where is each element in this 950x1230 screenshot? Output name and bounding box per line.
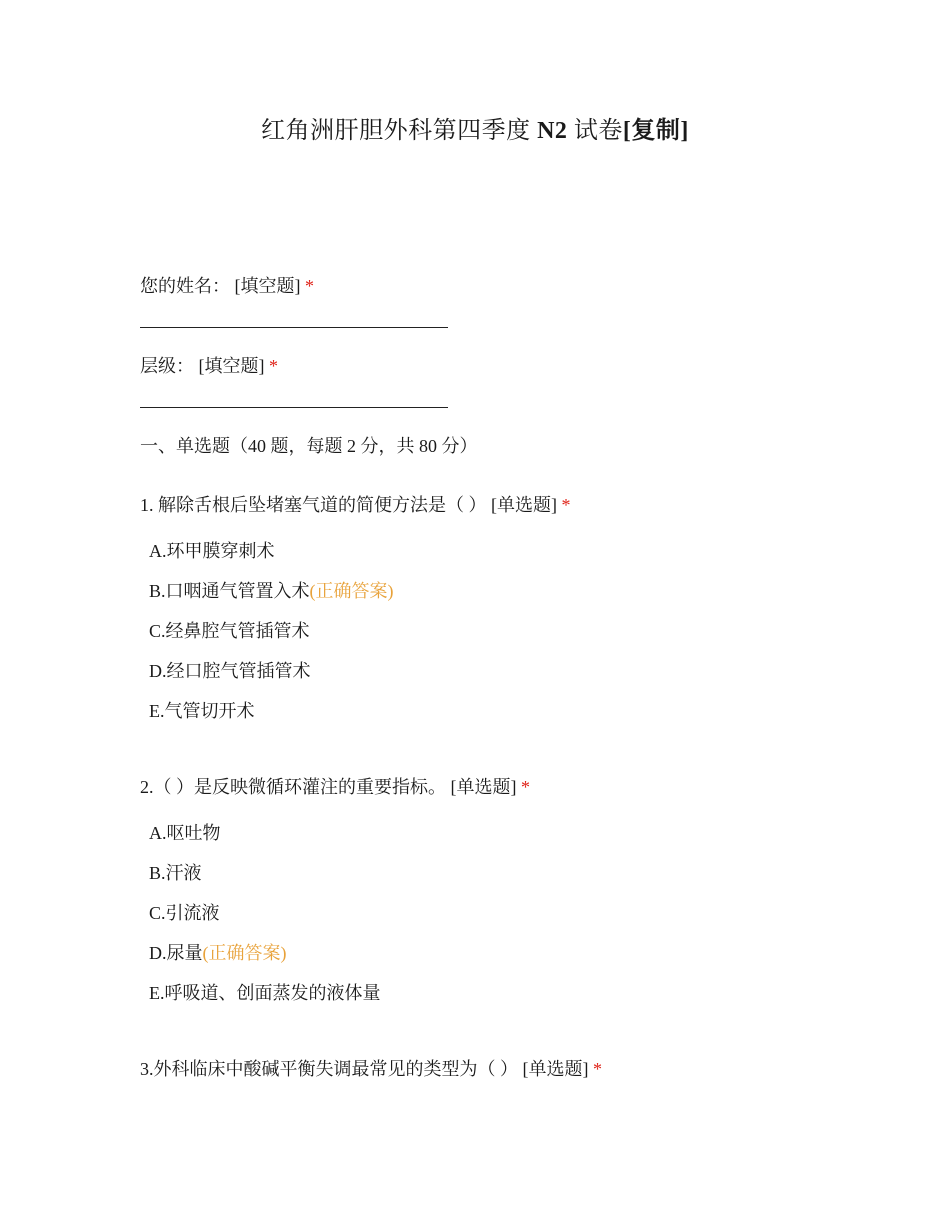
question-2-option-b[interactable] xyxy=(149,861,202,885)
required-mark: * xyxy=(305,276,314,296)
required-mark: * xyxy=(593,1059,602,1079)
question-1-type: [单选题] xyxy=(491,495,557,515)
field-level-text: 层级： xyxy=(140,356,194,376)
option-text: C.引流液 xyxy=(149,903,220,923)
option-text: C.经鼻腔气管插管术 xyxy=(149,621,310,641)
field-level-label xyxy=(140,354,278,378)
question-2-text: 2.（ ）是反映微循环灌注的重要指标。 xyxy=(140,777,446,797)
option-text: E.呼吸道、创面蒸发的液体量 xyxy=(149,983,381,1003)
field-name-label xyxy=(140,274,314,298)
question-2-option-c[interactable] xyxy=(149,901,220,925)
field-name-text: 您的姓名： xyxy=(140,276,230,296)
question-2-option-d[interactable] xyxy=(149,941,287,965)
page-title xyxy=(0,110,950,145)
title-copy-tag: [复制] xyxy=(622,118,689,144)
question-2-type: [单选题] xyxy=(450,777,517,797)
question-1-option-b[interactable] xyxy=(149,579,394,603)
option-text: E.气管切开术 xyxy=(149,701,255,721)
question-2-option-e[interactable] xyxy=(149,981,381,1005)
question-2-title xyxy=(140,775,530,799)
option-text: A.呕吐物 xyxy=(149,823,221,843)
title-level: N2 xyxy=(537,118,568,144)
required-mark: * xyxy=(521,777,530,797)
option-text: D.经口腔气管插管术 xyxy=(149,661,311,681)
question-3-type: [单选题] xyxy=(522,1059,589,1079)
title-mid: 试卷 xyxy=(567,118,623,144)
option-text: D.尿量 xyxy=(149,943,203,963)
question-1-option-a[interactable] xyxy=(149,539,275,563)
question-3-title xyxy=(140,1057,602,1081)
option-text: B.口咽通气管置入术 xyxy=(149,581,310,601)
title-prefix: 红角洲肝胆外科第四季度 xyxy=(261,118,538,144)
question-1-title xyxy=(140,493,571,517)
field-level-type: [填空题] xyxy=(198,356,265,376)
correct-answer-note: (正确答案) xyxy=(202,943,287,963)
question-1-option-e[interactable] xyxy=(149,699,255,723)
question-2-option-a[interactable] xyxy=(149,821,221,845)
correct-answer-note: (正确答案) xyxy=(309,581,394,601)
option-text: B.汗液 xyxy=(149,863,202,883)
question-3-text: 3.外科临床中酸碱平衡失调最常见的类型为（ ） xyxy=(140,1059,518,1079)
required-mark: * xyxy=(269,356,278,376)
required-mark: * xyxy=(561,495,571,515)
section-heading: 一、单选题（40 题，每题 2 分，共 80 分） xyxy=(140,436,478,456)
level-input-line[interactable] xyxy=(140,407,448,408)
field-name-type: [填空题] xyxy=(234,276,301,296)
name-input-line[interactable] xyxy=(140,327,448,328)
question-1-text: 1. 解除舌根后坠堵塞气道的简便方法是（ ） xyxy=(140,495,487,515)
option-text: A.环甲膜穿刺术 xyxy=(149,541,275,561)
question-1-option-c[interactable] xyxy=(149,619,310,643)
question-1-option-d[interactable] xyxy=(149,659,311,683)
